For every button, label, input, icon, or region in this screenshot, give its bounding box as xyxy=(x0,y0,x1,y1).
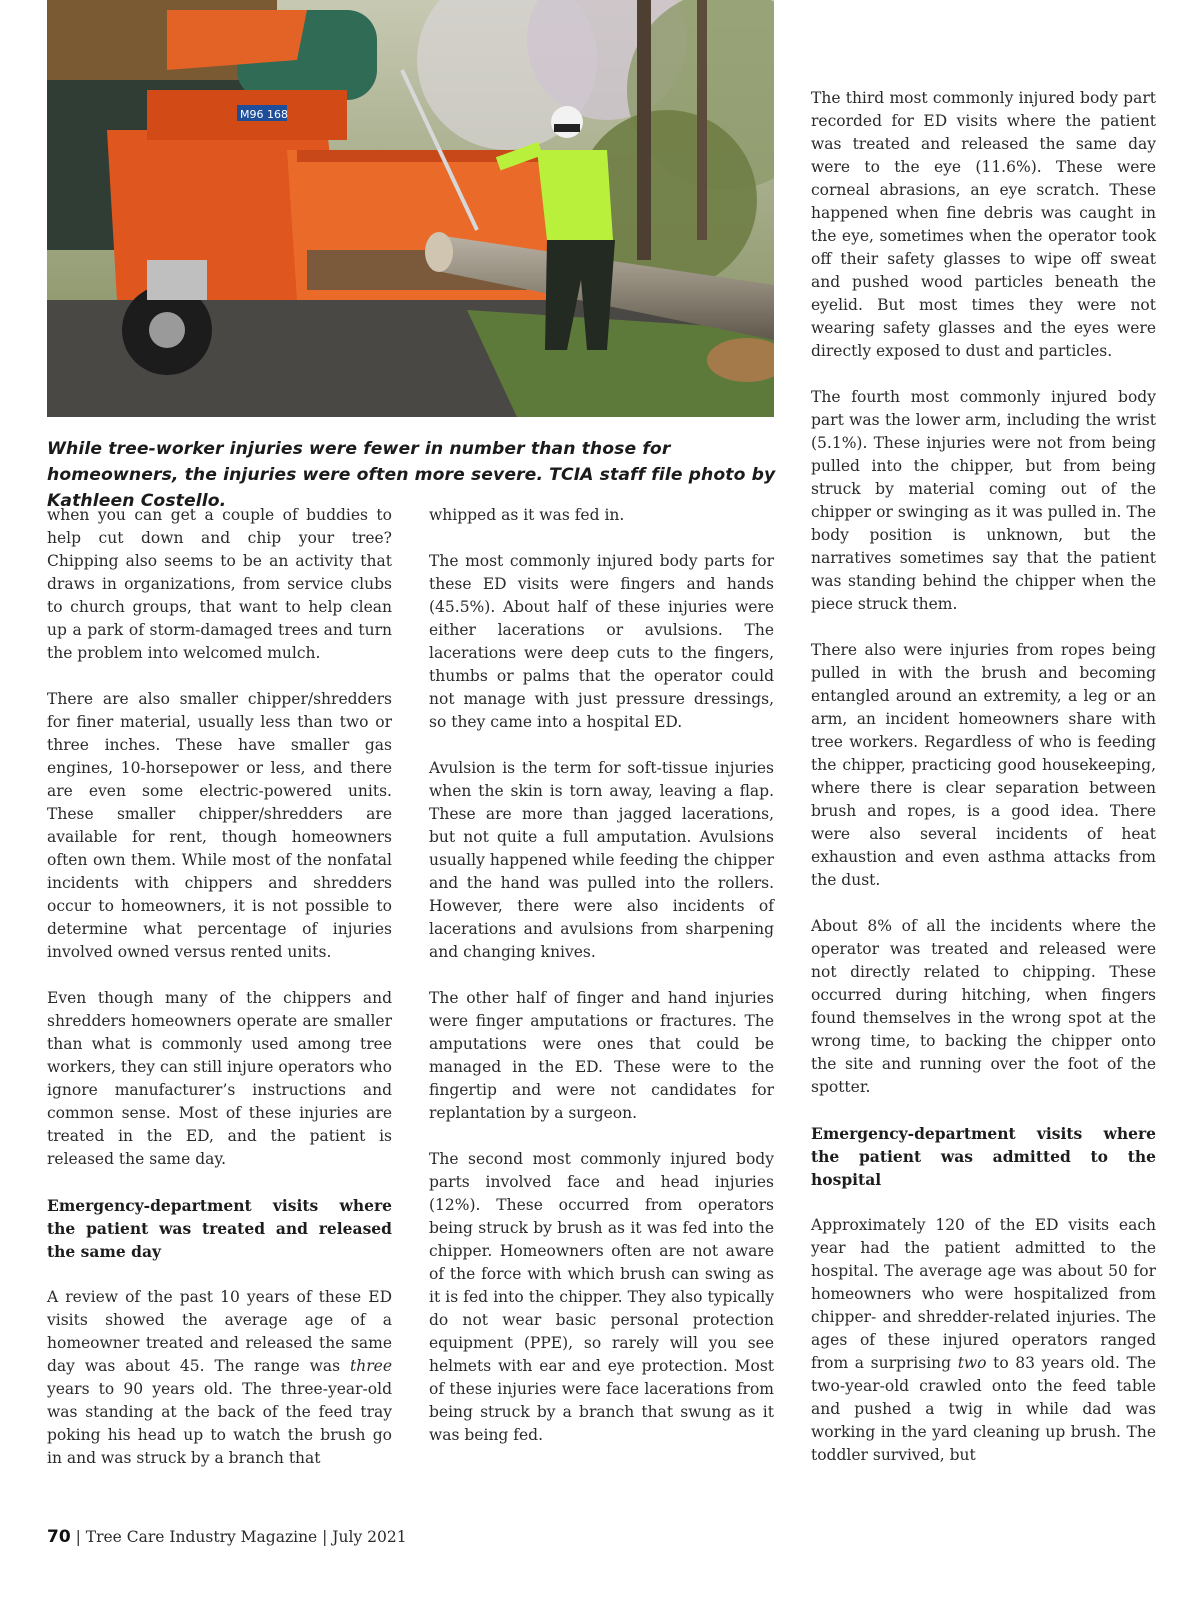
paragraph: About 8% of all the incidents where the operator was treated and released were not directly related to chipping. These occurred during hitching, when fingers found themselves in the wrong spot at the wrong time, to backing the chipper onto the site and running over the foot of the spotter. xyxy=(811,917,1156,1096)
paragraph: The most commonly injured body parts for these ED visits were fingers and hands (45.5%). About half of these injuries were either lacerations or avulsions. The lacerations were deep cuts to the fingers, thumbs or palms that the operator could not manage with just pressure dressings, so they came into a hospital ED. xyxy=(429,552,774,731)
paragraph-text: Approximately 120 of the ED visits each year had the patient admitted to the hospital. The average age was about 50 for homeowners who were hospitalized from chipper- and shredder-related injuries. The ages of these injured operators ranged from a surprising xyxy=(811,1216,1156,1372)
paragraph: The second most commonly injured body parts involved face and head injuries (12%). These occurred from operators being struck by brush as it was fed into the chipper. Homeowners often are not aware of the force with which brush can swing as it is fed into the chipper. They also typically do not wear basic personal protection equipment (PPE), so rarely will you see helmets with ear and eye protection. Most of these injuries were face lacerations from being struck by a branch that swung as it was being fed. xyxy=(429,1150,774,1444)
photo-caption: While tree-worker injuries were fewer in number than those for homeowners, the injuries were often more severe. TCIA staff file photo by Kathleen Costello. xyxy=(47,439,776,511)
section-heading: Emergency-department visits where the patient was treated and released the same day xyxy=(47,1196,392,1261)
paragraph: The other half of finger and hand injuries were finger amputations or fractures. The amputations were ones that could be managed in the ED. These were to the fingertip and were not candidates for replantation by a surgeon. xyxy=(429,989,774,1122)
emphasis-text: three xyxy=(350,1357,392,1375)
paragraph: whipped as it was fed in. xyxy=(429,506,625,524)
paragraph xyxy=(47,1286,392,1470)
paragraph-text: years to 90 years old. The three-year-old was standing at the back of the feed tray poking his head up to watch the brush go in and was struck by a branch that xyxy=(47,1380,392,1467)
section-heading: Emergency-department visits where the patient was admitted to the hospital xyxy=(811,1124,1156,1189)
paragraph-text: A review of the past 10 years of these ED visits showed the average age of a homeowner treated and released the same day was about 45. The range was xyxy=(47,1288,392,1375)
paragraph xyxy=(811,1214,1156,1467)
chipper-photo-illustration xyxy=(47,0,774,417)
column-2 xyxy=(429,504,774,1447)
chipper-photo xyxy=(47,0,774,417)
paragraph: Avulsion is the term for soft-tissue injuries when the skin is torn away, leaving a flap. These are more than jagged lacerations, but not quite a full amputation. Avulsions usually happened while feeding the chipper and the hand was pulled into the rollers. However, there were also incidents of lacerations and avulsions from sharpening and changing knives. xyxy=(429,759,774,961)
column-1 xyxy=(47,504,392,1470)
emphasis-text: two xyxy=(957,1354,987,1372)
paragraph: There also were injuries from ropes being pulled in with the brush and becoming entangled around an extremity, a leg or an arm, an incident homeowners share with tree workers. Regardless of who is feeding the chipper, practicing good housekeeping, where there is clear separation between brush and ropes, is a good idea. There were also several incidents of heat exhaustion and even asthma attacks from the dust. xyxy=(811,641,1156,889)
paragraph: Even though many of the chippers and shredders homeowners operate are smaller than what is commonly used among tree workers, they can still injure operators who ignore manufacturer’s instructions and common sense. Most of these injuries are treated in the ED, and the patient is released the same day. xyxy=(47,989,392,1168)
column-3 xyxy=(811,87,1156,1467)
license-plate: M96 168 xyxy=(240,108,288,121)
page-number: 70 xyxy=(47,1527,71,1547)
paragraph: The fourth most commonly injured body part was the lower arm, including the wrist (5.1%). These injuries were not from being pulled into the chipper, but from being struck by material coming out of the chipper or swinging as it was pulled in. The body position is unknown, but the narratives sometimes say that the patient was standing behind the chipper when the piece struck them. xyxy=(811,388,1156,613)
paragraph: The third most commonly injured body part recorded for ED visits where the patient was treated and released the same day were to the eye (11.6%). These were corneal abrasions, an eye scratch. These happened when fine debris was caught in the eye, sometimes when the operator took off their safety glasses to wipe off sweat and pushed wood particles beneath the eyelid. But most times they were not wearing safety glasses and the eyes were directly exposed to dust and particles. xyxy=(811,89,1156,360)
page-footer xyxy=(47,1527,407,1547)
paragraph: when you can get a couple of buddies to help cut down and chip your tree? Chipping also seems to be an activity that draws in organizations, from service clubs to church groups, that want to help clean up a park of storm-damaged trees and turn the problem into welcomed mulch. xyxy=(47,506,392,662)
footer-text: | Tree Care Industry Magazine | July 2021 xyxy=(70,1528,407,1546)
paragraph-text: to 83 years old. The two-year-old crawled onto the feed table and pushed a twig in while dad was working in the yard cleaning up brush. The toddler survived, but xyxy=(811,1354,1156,1464)
paragraph: There are also smaller chipper/shredders for finer material, usually less than two or three inches. These have smaller gas engines, 10-horsepower or less, and there are even some electric-powered units. These smaller chipper/shredders are available for rent, though homeowners often own them. While most of the nonfatal incidents with chippers and shredders occur to homeowners, it is not possible to determine what percentage of injuries involved owned versus rented units. xyxy=(47,690,392,961)
